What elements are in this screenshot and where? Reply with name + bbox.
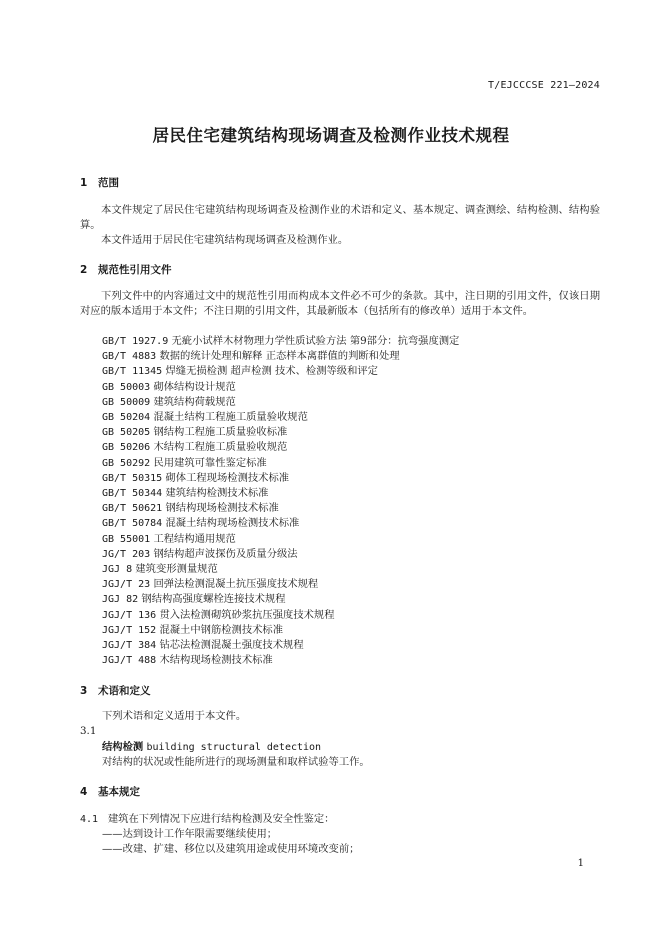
reference-name: 混凝土结构现场检测技术标准 [165, 517, 300, 530]
reference-item [102, 608, 459, 623]
reference-code: GB/T 50621 [102, 503, 163, 515]
reference-code: GB 50003 [102, 381, 151, 393]
reference-name: 混凝土中钢筋检测技术标准 [159, 623, 284, 636]
section-heading-terms [80, 683, 151, 698]
reference-code: GB 50292 [102, 457, 151, 469]
reference-name: 焊缝无损检测 超声检测 技术、检测等级和评定 [165, 365, 378, 378]
clause-text: 建筑在下列情况下应进行结构检测及安全性鉴定： [107, 813, 335, 825]
term-english: building structural detection [146, 742, 322, 753]
reference-item [102, 577, 459, 592]
term-entry [102, 740, 321, 755]
section-heading-scope [80, 175, 119, 190]
reference-code: GB/T 11345 [102, 366, 163, 378]
reference-name: 回弹法检测混凝土抗压强度技术规程 [153, 578, 319, 591]
term-number: 3.1 [80, 725, 97, 737]
reference-code: GB/T 50784 [102, 518, 163, 530]
reference-item [102, 425, 459, 440]
reference-name: 钢结构超声波探伤及质量分级法 [153, 547, 298, 560]
reference-item [102, 516, 459, 531]
reference-item [102, 471, 459, 486]
section-number: 2 [80, 264, 88, 276]
reference-code: GB 55001 [102, 533, 151, 545]
section-number: 3 [80, 685, 88, 697]
reference-name: 民用建筑可靠性鉴定标准 [153, 456, 267, 469]
reference-name: 混凝土结构工程施工质量验收规范 [153, 411, 308, 424]
reference-code: JG/T 203 [102, 548, 151, 560]
reference-item [102, 532, 459, 547]
section-title: 术语和定义 [98, 685, 151, 697]
reference-item [102, 349, 459, 364]
reference-item [102, 592, 459, 607]
clause-list-item: ——改建、扩建、移位以及建筑用途或使用环境改变前； [102, 843, 360, 855]
reference-name: 数据的统计处理和解释 正态样本离群值的判断和处理 [159, 350, 400, 363]
section-heading-normative-references [80, 262, 172, 277]
reference-code: GB 50206 [102, 442, 151, 454]
term-definition: 对结构的状况或性能所进行的现场测量和取样试验等工作。 [102, 756, 370, 768]
section-heading-basic-provisions [80, 784, 140, 799]
reference-item [102, 440, 459, 455]
term-chinese: 结构检测 [102, 741, 144, 753]
reference-code: JGJ/T 136 [102, 609, 157, 621]
reference-code: GB 50009 [102, 396, 151, 408]
section-title: 范围 [98, 177, 119, 189]
reference-item [102, 380, 459, 395]
reference-item [102, 456, 459, 471]
reference-item [102, 562, 459, 577]
reference-name: 工程结构通用规范 [153, 532, 236, 545]
reference-name: 砌体结构设计规范 [153, 380, 236, 393]
reference-item [102, 364, 459, 379]
reference-code: JGJ/T 152 [102, 624, 157, 636]
reference-item [102, 486, 459, 501]
reference-item [102, 501, 459, 516]
section-title: 基本规定 [98, 786, 140, 798]
clause-4-1 [80, 812, 334, 827]
scope-paragraph-1: 本文件规定了居民住宅建筑结构现场调查及检测作业的术语和定义、基本规定、调查测绘、结构检测、结构验算。 [80, 204, 600, 231]
reference-name: 钢结构现场检测技术标准 [165, 502, 279, 515]
clause-number: 4.1 [80, 814, 99, 825]
references-intro-paragraph: 下列文件中的内容通过文中的规范性引用而构成本文件必不可少的条款。其中，注日期的引用文件，仅该日期对应的版本适用于本文件；不注日期的引用文件，其最新版本（包括所有的修改单）适用于本文件。 [80, 290, 600, 317]
reference-name: 钢结构工程施工质量验收标准 [153, 426, 288, 439]
reference-name: 钢结构高强度螺栓连接技术规程 [141, 593, 286, 606]
document-title: 居民住宅建筑结构现场调查及检测作业技术规程 [152, 126, 510, 145]
reference-name: 砌体工程现场检测技术标准 [165, 471, 290, 484]
reference-code: JGJ/T 488 [102, 655, 157, 667]
reference-name: 建筑变形测量规范 [135, 563, 218, 576]
page-number: 1 [577, 858, 584, 869]
section-number: 4 [80, 786, 88, 798]
reference-item [102, 410, 459, 425]
reference-name: 木结构工程施工质量验收规范 [153, 441, 288, 454]
reference-name: 无疵小试样木材物理力学性质试验方法 第9部分：抗弯强度测定 [171, 335, 460, 347]
reference-code: GB/T 50315 [102, 472, 163, 484]
reference-item [102, 395, 459, 410]
section-title: 规范性引用文件 [98, 264, 172, 276]
reference-name: 木结构现场检测技术标准 [159, 654, 273, 667]
reference-name: 贯入法检测砌筑砂浆抗压强度技术规程 [159, 608, 335, 621]
reference-item [102, 653, 459, 668]
terms-intro: 下列术语和定义适用于本文件。 [102, 710, 247, 722]
section-number: 1 [80, 177, 88, 189]
reference-code: JGJ 8 [102, 564, 133, 576]
reference-code: GB 50204 [102, 412, 151, 424]
reference-code: GB/T 4883 [102, 351, 157, 363]
reference-code: JGJ/T 23 [102, 579, 151, 591]
reference-code: JGJ/T 384 [102, 640, 157, 652]
reference-list [102, 334, 459, 668]
document-code: T/EJCCCSE 221—2024 [488, 80, 600, 91]
reference-item [102, 623, 459, 638]
reference-item [102, 638, 459, 653]
reference-name: 建筑结构检测技术标准 [165, 487, 269, 500]
reference-code: GB/T 1927.9 [102, 336, 169, 347]
reference-item [102, 547, 459, 562]
reference-code: GB/T 50344 [102, 488, 163, 500]
reference-code: GB 50205 [102, 427, 151, 439]
reference-code: JGJ 82 [102, 594, 139, 606]
reference-name: 建筑结构荷载规范 [153, 395, 236, 408]
reference-name: 钻芯法检测混凝土强度技术规程 [159, 639, 304, 652]
reference-item [102, 334, 459, 349]
scope-paragraph-2: 本文件适用于居民住宅建筑结构现场调查及检测作业。 [101, 234, 349, 246]
clause-list-item: ——达到设计工作年限需要继续使用； [102, 828, 278, 840]
